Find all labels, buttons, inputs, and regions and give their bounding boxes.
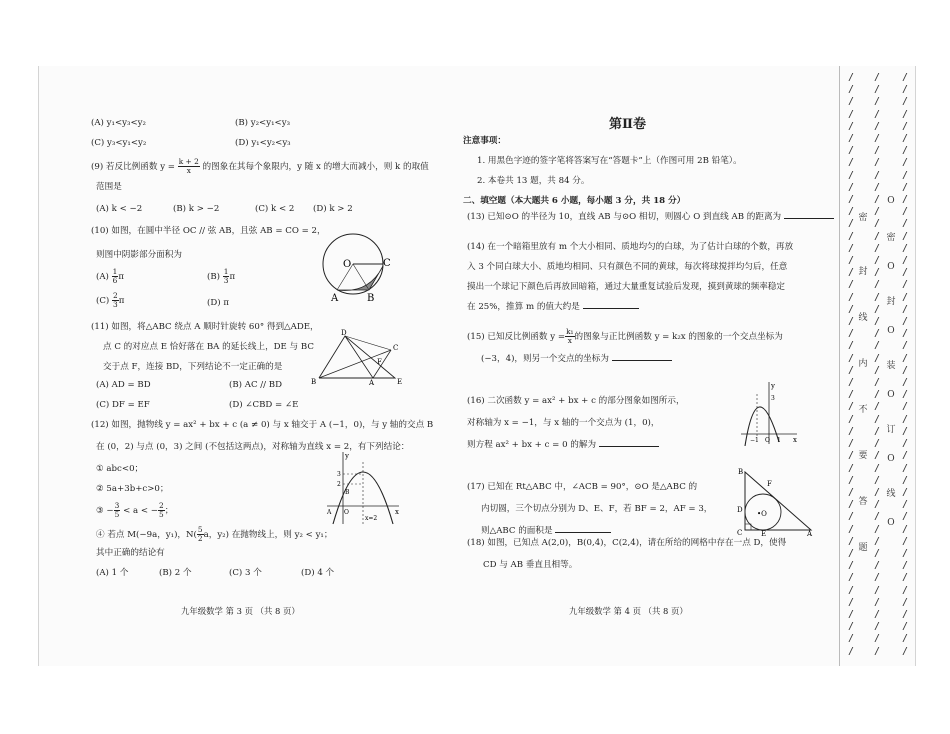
question-9: (9) 若反比例函数 y = $\frac{k + 2}{x}$ 的图象在其每个象限内，y 随 x 的增大而减小，则 k 的取值 bbox=[91, 157, 429, 175]
svg-text:3: 3 bbox=[337, 471, 341, 478]
svg-text:F: F bbox=[767, 480, 772, 488]
binding-strip bbox=[839, 66, 916, 666]
svg-text:x: x bbox=[793, 436, 797, 444]
svg-text:2: 2 bbox=[337, 481, 341, 488]
q11-option-a: (A) AD = BD bbox=[96, 380, 151, 390]
svg-text:A: A bbox=[369, 379, 375, 386]
binding-char: 题 bbox=[858, 543, 868, 553]
svg-text:B: B bbox=[345, 489, 350, 496]
q14-line3: 摸出一个球记下颜色后再放回暗箱，通过大量重复试验后发现，摸到黄球的频率稳定 bbox=[467, 282, 785, 292]
q11-option-b: (B) AC // BD bbox=[229, 380, 282, 390]
binding-char: 不 bbox=[858, 405, 868, 415]
note-1: 1. 用黑色字迹的签字笔将答案写在“答题卡”上（作图可用 2B 铅笔）。 bbox=[477, 156, 742, 166]
svg-text:C: C bbox=[737, 529, 743, 536]
q11-line2: 点 C 的对应点 E 恰好落在 BA 的延长线上，DE 与 BC bbox=[103, 342, 314, 352]
q17-line3: 则△ABC 的面积是 bbox=[481, 526, 611, 538]
q12-line2: 在 (0，2) 与点 (0，3) 之间 (不包括这两点)，对称轴为直线 x = 2，有下列结论： bbox=[96, 442, 410, 452]
question-14: (14) 在一个暗箱里放有 m 个大小相同、质地均匀的白球，为了估计白球的个数，再放 bbox=[467, 242, 794, 252]
binding-char: 密 bbox=[886, 233, 896, 243]
svg-text:E: E bbox=[761, 530, 767, 536]
binding-char: 装 bbox=[886, 361, 896, 371]
svg-text:1: 1 bbox=[777, 437, 781, 444]
svg-text:−1: −1 bbox=[750, 437, 759, 444]
svg-text:O: O bbox=[344, 509, 349, 516]
binding-char: O bbox=[887, 390, 895, 400]
q16-parabola-figure bbox=[739, 380, 799, 446]
q17-line2: 内切圆，三个切点分别为 D、E、F，若 BF = 2，AF = 3， bbox=[481, 504, 713, 514]
binding-char: 要 bbox=[858, 451, 868, 461]
q16-line2: 对称轴为 x = −1，与 x 轴的一个交点为 (1，0)， bbox=[467, 418, 660, 428]
q11-option-c: (C) DF = EF bbox=[96, 400, 150, 410]
q14-line2: 入 3 个同白球大小、质地均相同、只有颜色不同的黄球，每次将球搅拌均匀后，任意 bbox=[467, 262, 788, 272]
binding-char: 线 bbox=[858, 313, 868, 323]
binding-char: 封 bbox=[886, 297, 896, 307]
q17-incircle-figure bbox=[735, 466, 815, 536]
svg-text:A: A bbox=[331, 293, 339, 304]
page-4 bbox=[459, 66, 839, 666]
question-16: (16) 二次函数 y = ax² + bx + c 的部分图象如图所示， bbox=[467, 396, 685, 406]
binding-char: O bbox=[887, 518, 895, 528]
q9-option-d: (D) k > 2 bbox=[313, 204, 353, 214]
exam-sheet bbox=[38, 66, 916, 666]
q10-option-c: (C) $\frac{2}{3}$ π bbox=[96, 291, 125, 309]
question-17: (17) 已知在 Rt△ABC 中，∠ACB = 90°，⊙O 是△ABC 的 bbox=[467, 482, 698, 492]
q10-option-b: (B) $\frac{1}{3}$ π bbox=[207, 267, 236, 285]
q9-line2: 范围是 bbox=[96, 182, 122, 192]
question-15: (15) 已知反比例函数 y = $\frac{\text{k₁}}{x}$ 的图象与正比例函数 y = k₂x 的图象的一个交点坐标为 bbox=[467, 327, 783, 345]
q9-option-a: (A) k < −2 bbox=[96, 204, 143, 214]
q12-option-d: (D) 4 个 bbox=[301, 568, 335, 578]
part-2-title: 二、填空题（本大题共 6 小题，每小题 3 分，共 18 分） bbox=[463, 196, 686, 206]
svg-text:C: C bbox=[393, 344, 399, 352]
binding-char: 线 bbox=[886, 489, 896, 499]
notes-title: 注意事项： bbox=[463, 136, 506, 146]
q9-option-b: (B) k > −2 bbox=[173, 204, 220, 214]
binding-char: 答 bbox=[858, 497, 868, 507]
svg-text:A: A bbox=[327, 509, 332, 516]
svg-text:y: y bbox=[771, 382, 775, 390]
q9-option-c: (C) k < 2 bbox=[255, 204, 295, 214]
q12-item4: ④ 若点 M(−9a，y₁)，N( $\frac{5}{2}$ a，y₂) 在抛物线上，则 y₂ < y₁； bbox=[96, 525, 333, 543]
svg-text:E: E bbox=[397, 378, 403, 386]
svg-text:O: O bbox=[765, 437, 770, 444]
binding-dashes-right: / / / / / / / / / / / / / / / / / / / / / / / / / / / / / / / / / / / / / / / / / / / / / / / / bbox=[901, 72, 909, 657]
question-18: (18) 如图，已知点 A(2,0)，B(0,4)，C(2,4)，请在所给的网格中存在一点 D，使得 bbox=[467, 538, 787, 548]
q12-item1: ① abc<0； bbox=[96, 464, 144, 474]
q11-triangle-figure bbox=[311, 328, 405, 386]
q12-option-b: (B) 2 个 bbox=[159, 568, 192, 578]
binding-char: 内 bbox=[858, 359, 868, 369]
svg-text:O: O bbox=[343, 259, 352, 270]
q12-parabola-figure bbox=[325, 450, 401, 526]
svg-text:x=2: x=2 bbox=[365, 515, 378, 522]
svg-text:A: A bbox=[807, 530, 813, 536]
question-13: (13) 已知⊙O 的半径为 10，直线 AB 与⊙O 相切，则圆心 O 到直线 AB 的距离为 bbox=[467, 212, 834, 224]
note-2: 2. 本卷共 13 题，共 84 分。 bbox=[477, 176, 590, 186]
svg-text:D: D bbox=[341, 329, 347, 337]
binding-char: 封 bbox=[858, 267, 868, 277]
page-3-footer: 九年级数学 第 3 页 （共 8 页） bbox=[181, 606, 300, 616]
q11-line3: 交于点 F，连接 BD，下列结论不一定正确的是 bbox=[103, 362, 283, 372]
q12-option-a: (A) 1 个 bbox=[96, 568, 129, 578]
q14-line4: 在 25%，推算 m 的值大约是 bbox=[467, 302, 639, 314]
svg-text:y: y bbox=[345, 452, 349, 460]
q12-item2: ② 5a+3b+c>0； bbox=[96, 484, 169, 494]
svg-text:B: B bbox=[738, 468, 744, 476]
svg-text:B: B bbox=[311, 378, 317, 386]
q10-line2: 则图中阴影部分面积为 bbox=[96, 250, 182, 260]
q12-line-end: 其中正确的结论有 bbox=[96, 548, 165, 558]
svg-text:F: F bbox=[377, 358, 382, 366]
binding-dashes-left: / / / / / / / / / / / / / / / / / / / / / / / / / / / / / / / / / / / / / / / / / / / / / / / / bbox=[847, 72, 855, 657]
q10-option-d: (D) π bbox=[207, 298, 229, 308]
binding-char: 订 bbox=[886, 425, 896, 435]
q12-item3: ③ − $\frac{3}{5}$ < a < − $\frac{2}{5}$ ； bbox=[96, 501, 174, 519]
svg-text:B: B bbox=[367, 293, 375, 304]
svg-text:D: D bbox=[737, 506, 743, 514]
svg-text:C: C bbox=[383, 258, 391, 269]
q11-option-d: (D) ∠CBD = ∠E bbox=[229, 400, 299, 410]
q8-option-d: (D) y₁<y₂<y₃ bbox=[235, 138, 291, 148]
q12-option-c: (C) 3 个 bbox=[229, 568, 262, 578]
q15-line2: (−3，4)，则另一个交点的坐标为 bbox=[481, 354, 672, 366]
q8-option-b: (B) y₂<y₁<y₃ bbox=[235, 118, 291, 128]
q8-option-c: (C) y₃<y₁<y₂ bbox=[91, 138, 147, 148]
q10-circle-figure bbox=[317, 232, 397, 304]
svg-text:3: 3 bbox=[771, 395, 775, 402]
question-11: (11) 如图，将△ABC 绕点 A 顺时针旋转 60° 得到△ADE， bbox=[91, 322, 319, 332]
svg-text:x: x bbox=[395, 508, 399, 516]
binding-dashes-mid: / / / / / / / / / / / / / / / / / / / / / / / / / / / / / / / / / / / / / / / / / / / / / / / / bbox=[873, 72, 881, 657]
q8-option-a: (A) y₁<y₃<y₂ bbox=[91, 118, 146, 128]
question-10: (10) 如图，在圆中半径 OC // 弦 AB，且弦 AB = CO = 2， bbox=[91, 226, 326, 236]
binding-char: 密 bbox=[858, 213, 868, 223]
section-title: 第Ⅱ卷 bbox=[609, 117, 646, 132]
fraction: $\frac{k + 2}{x}$ bbox=[178, 157, 199, 175]
q16-line3: 则方程 ax² + bx + c = 0 的解为 bbox=[467, 440, 659, 452]
page-4-footer: 九年级数学 第 4 页 （共 8 页） bbox=[569, 606, 688, 616]
question-12: (12) 如图，抛物线 y = ax² + bx + c (a ≠ 0) 与 x 轴交于 A (−1，0)，与 y 轴的交点 B bbox=[91, 420, 434, 430]
binding-char: O bbox=[887, 262, 895, 272]
q18-line2: CD 与 AB 垂直且相等。 bbox=[483, 560, 578, 570]
svg-text:•O: •O bbox=[757, 510, 767, 518]
binding-char: O bbox=[887, 454, 895, 464]
q10-option-a: (A) $\frac{1}{6}$ π bbox=[96, 267, 125, 285]
page-3 bbox=[39, 66, 459, 666]
binding-char: O bbox=[887, 326, 895, 336]
binding-char: O bbox=[887, 196, 895, 206]
